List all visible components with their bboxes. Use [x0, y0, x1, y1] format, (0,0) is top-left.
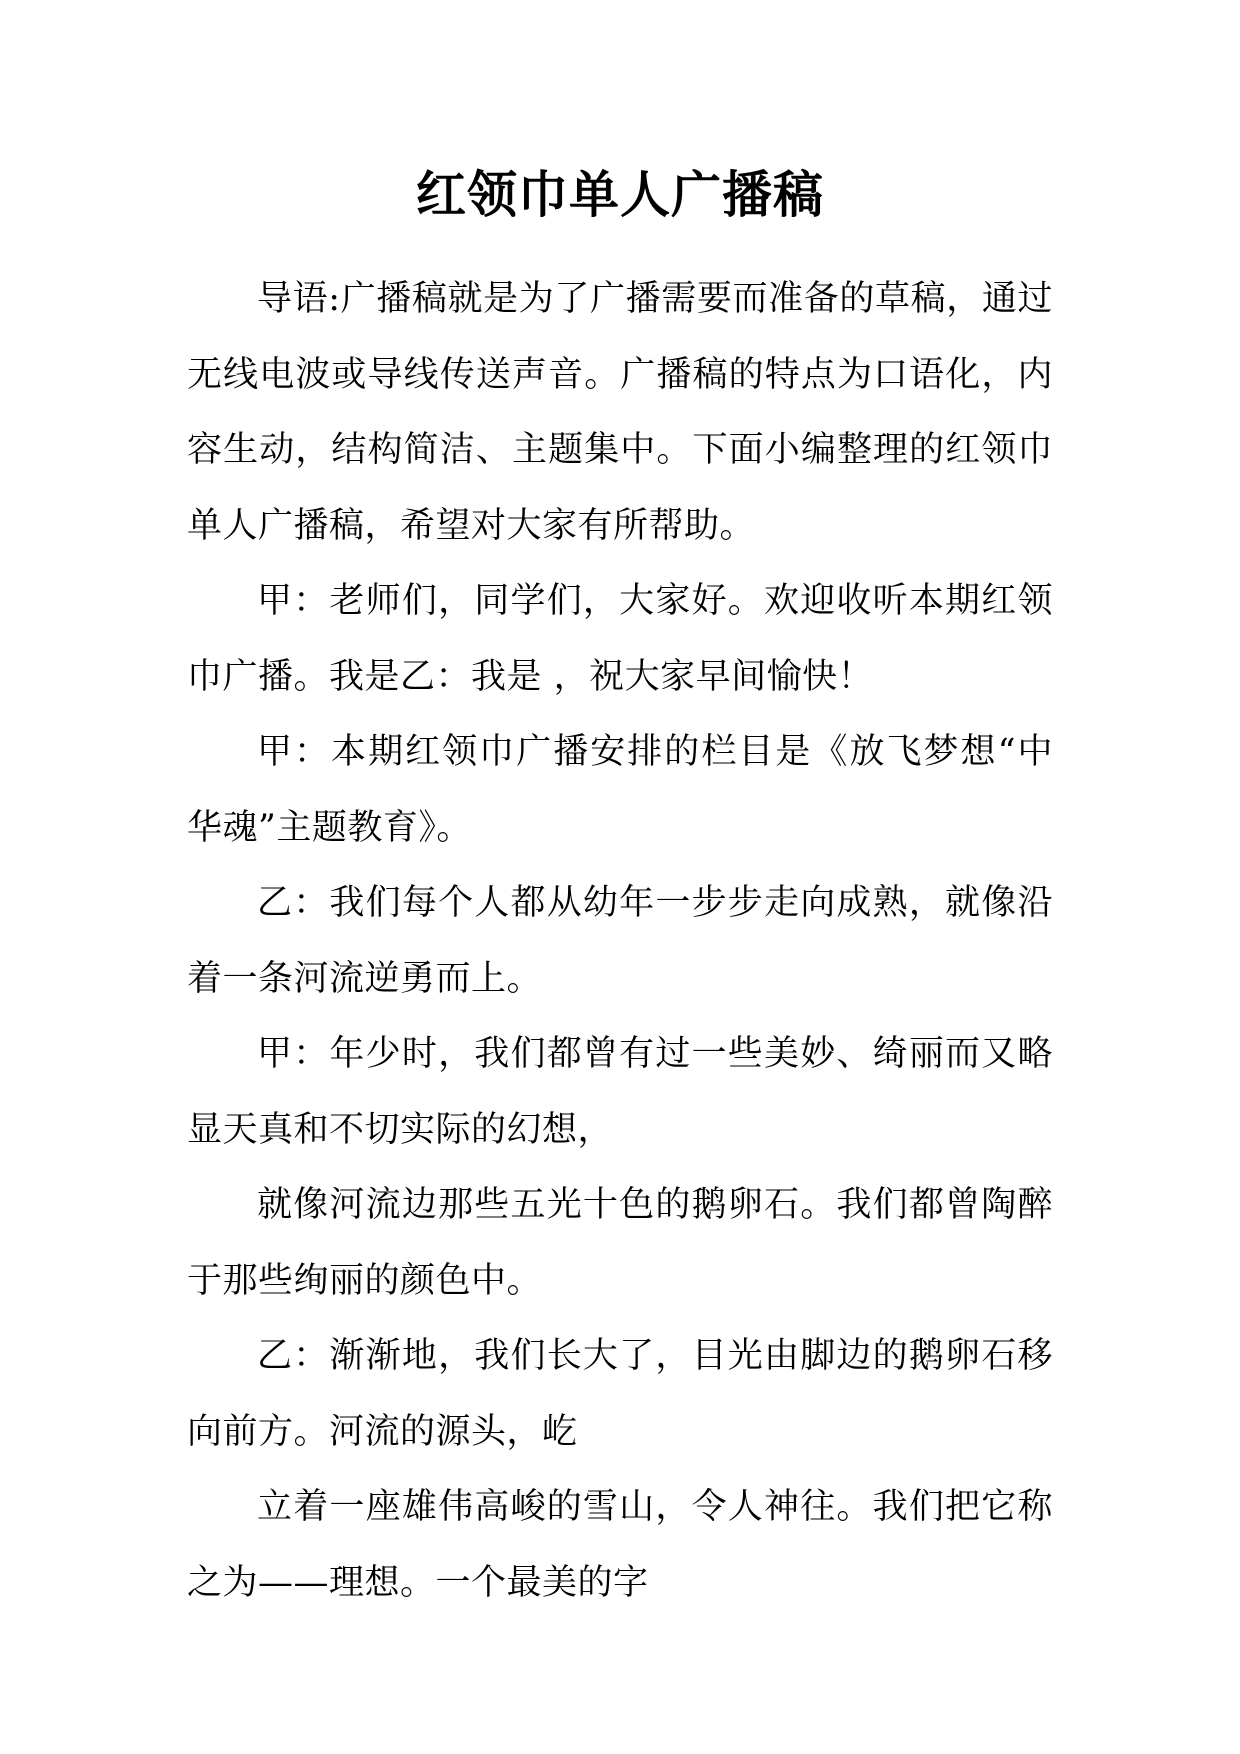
paragraph-youth: 甲：年少时，我们都曾有过一些美妙、绮丽而又略显天真和不切实际的幻想，	[187, 1034, 1053, 1150]
paragraph-pebbles: 就像河流边那些五光十色的鹅卵石。我们都曾陶醉于那些绚丽的颜色中。	[187, 1185, 1053, 1301]
paragraph-river: 乙：我们每个人都从幼年一步步走向成熟，就像沿着一条河流逆勇而上。	[187, 883, 1053, 999]
paragraph-growing-up: 乙：渐渐地，我们长大了，目光由脚边的鹅卵石移向前方。河流的源头，屹	[187, 1336, 1053, 1452]
document-title: 红领巾单人广播稿	[416, 165, 824, 224]
paragraph-ideal: 立着一座雄伟高峻的雪山，令人神往。我们把它称之为——理想。一个最美的字	[187, 1487, 1053, 1603]
paragraph-intro: 导语:广播稿就是为了广播需要而准备的草稿，通过无线电波或导线传送声音。广播稿的特点为口语化，内容生动，结构简洁、主题集中。下面小编整理的红领巾单人广播稿，希望对大家有所帮助。	[187, 279, 1053, 546]
paragraph-greeting: 甲：老师们，同学们，大家好。欢迎收听本期红领巾广播。我是乙：我是 ，祝大家早间愉快！	[187, 581, 1053, 697]
document-body	[187, 262, 1053, 1621]
paragraph-program: 甲：本期红领巾广播安排的栏目是《放飞梦想“中华魂”主题教育》。	[187, 732, 1053, 848]
